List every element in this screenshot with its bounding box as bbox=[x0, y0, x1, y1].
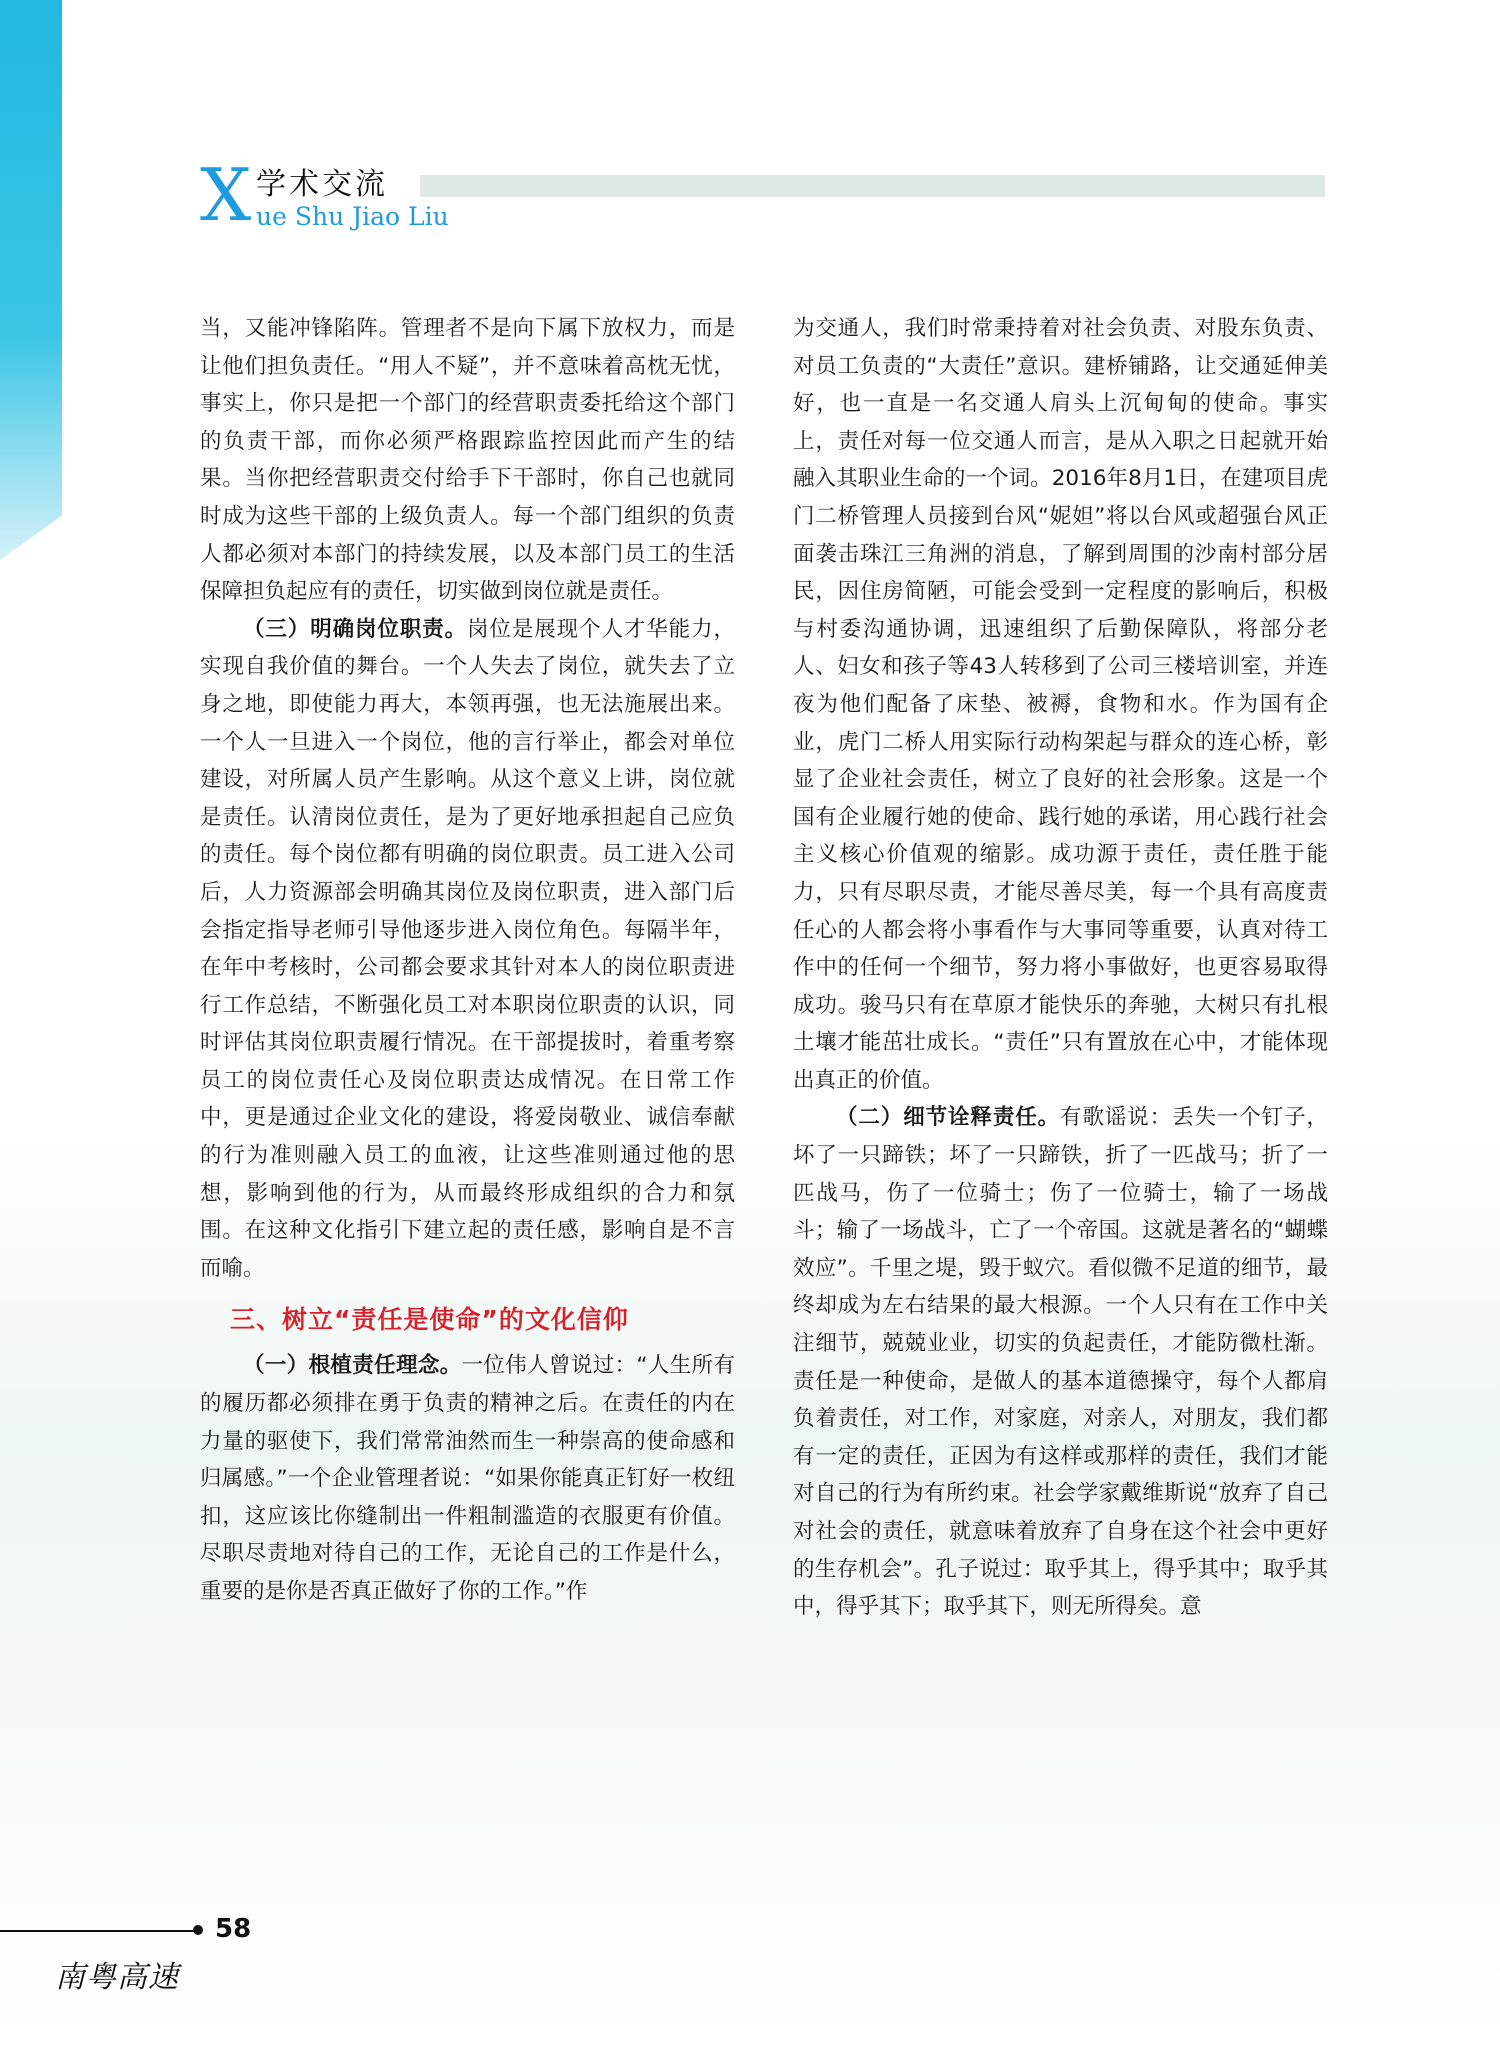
paragraph-body: 有歌谣说：丢失一个钉子，坏了一只蹄铁；坏了一只蹄铁，折了一匹战马；折了一匹战马，伤了一位骑士；伤了一位骑士，输了一场战斗；输了一场战斗，亡了一个帝国。这就是著名的“蝴蝶效应”。千里之堤，毁于蚁穴。看似微不足道的细节，最终却成为左右结果的最大根源。一个人只有在工作中关注细节，兢兢业业，切实的负起责任，才能防微杜渐。责任是一种使命，是做人的基本道德操守，每个人都肩负着责任，对工作，对家庭，对亲人，对朋友，我们都有一定的责任，正因为有这样或那样的责任，我们才能对自己的行为有所约束。社会学家戴维斯说“放弃了自己对社会的责任，就意味着放弃了自身在这个社会中更好的生存机会”。孔子说过：取乎其上，得乎其中；取乎其中，得乎其下；取乎其下，则无所得矣。意 bbox=[793, 1105, 1328, 1620]
paragraph-body: 一位伟人曾说过：“人生所有的履历都必须排在勇于负责的精神之后。在责任的内在力量的驱使下，我们常常油然而生一种崇高的使命感和归属感。”一个企业管理者说：“如果你能真正钉好一枚纽扣，这应该比你缝制出一件粗制滥造的衣服更有价值。尽职尽责地对待自己的工作，无论自己的工作是什么，重要的是你是否真正做好了你的工作。”作 bbox=[200, 1353, 735, 1604]
header-title-pinyin: ue Shu Jiao Liu bbox=[256, 202, 449, 231]
header-title-chinese: 学术交流 bbox=[256, 167, 388, 202]
paragraph-body: 岗位是展现个人才华能力，实现自我价值的舞台。一个人失去了岗位，就失去了立身之地，即使能力再大，本领再强，也无法施展出来。一个人一旦进入一个岗位，他的言行举止，都会对单位建设，对所属人员产生影响。从这个意义上讲，岗位就是责任。认清岗位责任，是为了更好地承担起自己应负的责任。每个岗位都有明确的岗位职责。员工进入公司后，人力资源部会明确其岗位及岗位职责，进入部门后会指定指导老师引导他逐步进入岗位角色。每隔半年，在年中考核时，公司都会要求其针对本人的岗位职责进行工作总结，不断强化员工对本职岗位职责的认识，同时评估其岗位职责履行情况。在干部提拔时，着重考察员工的岗位责任心及岗位职责达成情况。在日常工作中，更是通过企业文化的建设，将爱岗敬业、诚信奉献的行为准则融入员工的血液，让这些准则通过他的思想，影响到他的行为，从而最终形成组织的合力和氛围。在这种文化指引下建立起的责任感，影响自是不言而喻。 bbox=[200, 616, 735, 1281]
paragraph bbox=[200, 611, 735, 1288]
section-header bbox=[200, 153, 1330, 237]
page-number: 58 bbox=[215, 1914, 252, 1944]
footer-rule bbox=[0, 1930, 200, 1932]
footer-dot bbox=[193, 1925, 203, 1935]
magazine-logo: 南粤高速 bbox=[55, 1960, 179, 1995]
header-decorative-bar bbox=[420, 175, 1325, 197]
paragraph bbox=[793, 1099, 1328, 1625]
paragraph: 为交通人，我们时常秉持着对社会负责、对股东负责、对员工负责的“大责任”意识。建桥铺路，让交通延伸美好，也一直是一名交通人肩头上沉甸甸的使命。事实上，责任对每一位交通人而言，是从入职之日起就开始融入其职业生命的一个词。2016年8月1日，在建项目虎门二桥管理人员接到台风“妮妲”将以台风或超强台风正面袭击珠江三角洲的消息，了解到周围的沙南村部分居民，因住房简陋，可能会受到一定程度的影响后，积极与村委沟通协调，迅速组织了后勤保障队，将部分老人、妇女和孩子等43人转移到了公司三楼培训室，并连夜为他们配备了床垫、被褥，食物和水。作为国有企业，虎门二桥人用实际行动构架起与群众的连心桥，彰显了企业社会责任，树立了良好的社会形象。这是一个国有企业履行她的使命、践行她的承诺，用心践行社会主义核心价值观的缩影。成功源于责任，责任胜于能力，只有尽职尽责，才能尽善尽美，每一个具有高度责任心的人都会将小事看作与大事同等重要，认真对待工作中的任何一个细节，努力将小事做好，也更容易取得成功。骏马只有在草原才能快乐的奔驰，大树只有扎根土壤才能茁壮成长。“责任”只有置放在心中，才能体现出真正的价值。 bbox=[793, 316, 1328, 1093]
paragraph bbox=[200, 1347, 735, 1610]
decorative-side-band bbox=[0, 0, 62, 560]
paragraph-lead: （二）细节诠释责任。 bbox=[836, 1105, 1061, 1131]
paragraph: 当，又能冲锋陷阵。管理者不是向下属下放权力，而是让他们担负责任。“用人不疑”，并不意味着高枕无忧，事实上，你只是把一个部门的经营职责委托给这个部门的负责干部，而你必须严格跟踪监控因此而产生的结果。当你把经营职责交付给手下干部时，你自己也就同时成为这些干部的上级负责人。每一个部门组织的负责人都必须对本部门的持续发展，以及本部门员工的生活保障担负起应有的责任，切实做到岗位就是责任。 bbox=[200, 316, 735, 605]
paragraph-lead: （三）明确岗位职责。 bbox=[243, 616, 468, 642]
paragraph-lead: （一）根植责任理念。 bbox=[243, 1353, 462, 1379]
section-heading: 三、树立“责任是使命”的文化信仰 bbox=[230, 1305, 629, 1335]
right-column bbox=[793, 310, 1328, 1626]
header-initial-letter: X bbox=[200, 153, 252, 237]
left-column bbox=[200, 310, 735, 1611]
